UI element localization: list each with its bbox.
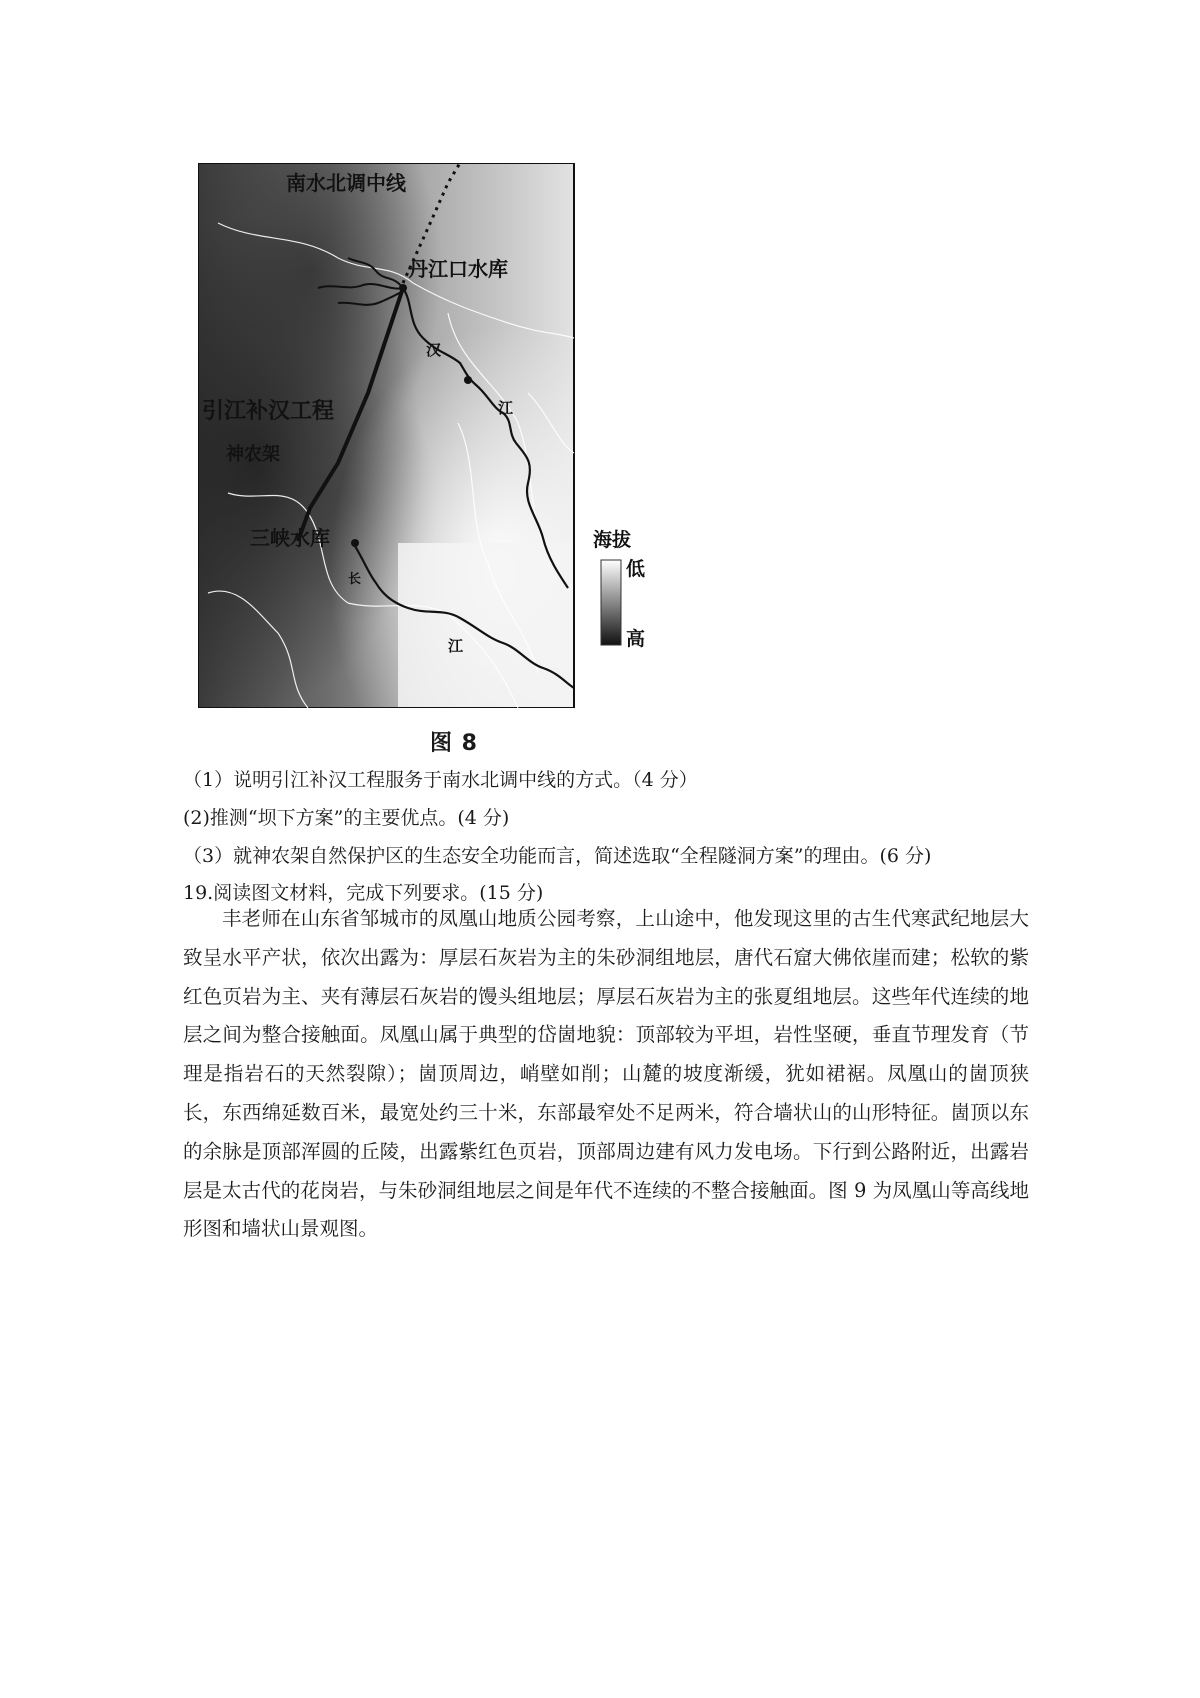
elevation-legend (593, 528, 645, 650)
chang-label-1: 长 (348, 572, 362, 587)
legend-title: 海拔 (593, 529, 632, 551)
han-label-1: 汉 (426, 341, 442, 359)
question-19-heading: 19.阅读图文材料，完成下列要求。(15 分) (183, 882, 544, 904)
legend-low: 低 (626, 558, 646, 580)
chang-label-2: 江 (448, 637, 464, 655)
project-label: 引江补汉工程 (202, 399, 335, 424)
question-2: (2)推测“坝下方案”的主要优点。(4 分) (183, 807, 510, 829)
question-3: （3）就神农架自然保护区的生态安全功能而言，简述选取“全程隧洞方案”的理由。(6 分) (183, 845, 932, 867)
reservoir-north-dot (399, 284, 407, 292)
route-label: 南水北调中线 (286, 171, 406, 195)
reservoir-south-label: 三峡水库 (250, 526, 330, 550)
material-paragraph: 丰老师在山东省邹城市的凤凰山地质公园考察，上山途中，他发现这里的古生代寒武纪地层大致呈水平产状，依次出露为：厚层石灰岩为主的朱砂洞组地层，唐代石窟大佛依崖而建；松软的紫红色页岩为主、夹有薄层石灰岩的馒头组地层；厚层石灰岩为主的张夏组地层。这些年代连续的地层之间为整合接触面。凤凰山属于典型的岱崮地貌：顶部较为平坦，岩性坚硬，垂直节理发育（节理是指岩石的天然裂隙）；崮顶周边，峭壁如削；山麓的坡度渐缓，犹如裙裾。凤凰山的崮顶狭长，东西绵延数百米，最宽处约三十米，东部最窄处不足两米，符合墙状山的山形特征。崮顶以东的余脉是顶部浑圆的丘陵，出露紫红色页岩，顶部周边建有风力发电场。下行到公路附近，出露岩层是太古代的花岗岩，与朱砂洞组地层之间是年代不连续的不整合接触面。图 9 为凤凰山等高线地形图和墙状山景观图。 (183, 907, 1029, 1241)
figure-caption: 图 8 (430, 731, 478, 756)
reservoir-south-dot (351, 539, 359, 547)
han-label-2: 江 (498, 399, 514, 417)
shennongjia-label: 神农架 (226, 444, 280, 465)
reservoir-north-label: 丹江口水库 (408, 257, 508, 281)
legend-gradient-bar (601, 560, 621, 645)
question-1: （1）说明引江补汉工程服务于南水北调中线的方式。（4 分） (183, 769, 698, 791)
legend-high: 高 (626, 628, 646, 650)
han-city-dot (464, 376, 472, 384)
terrain-map-figure (198, 163, 704, 708)
